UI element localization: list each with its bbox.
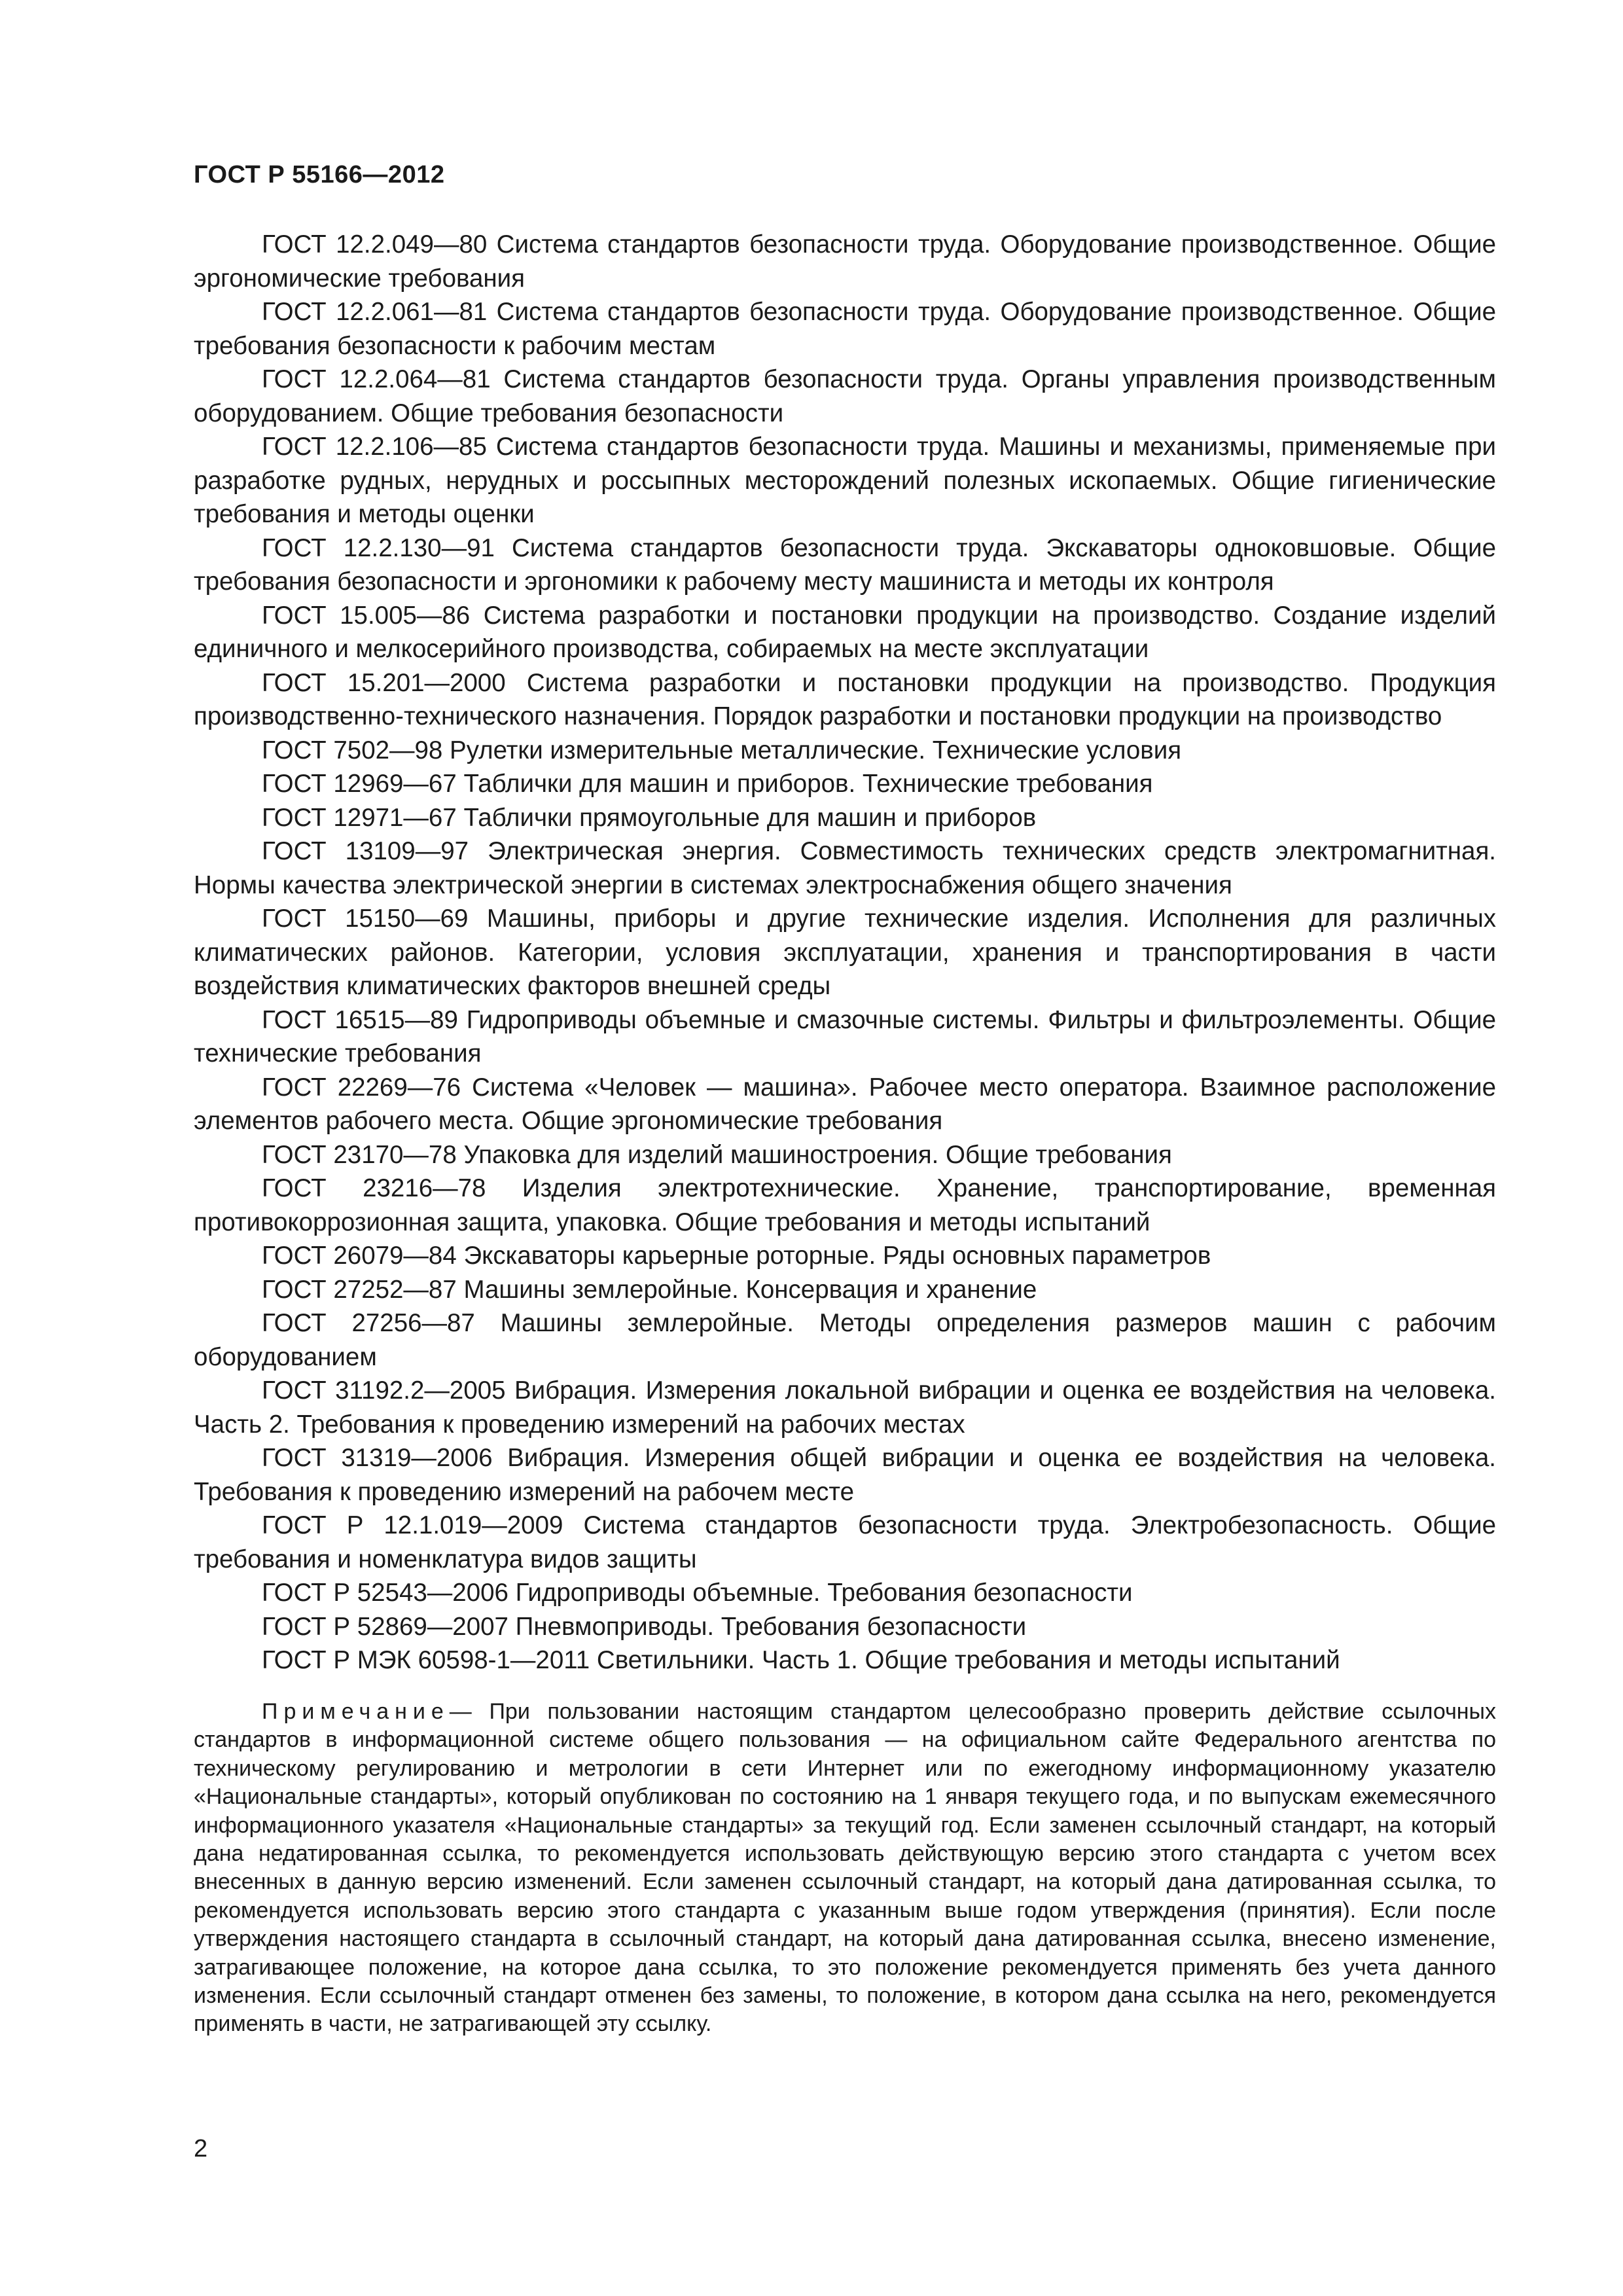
reference-code: ГОСТ 16515—89: [262, 1005, 458, 1034]
reference-code: ГОСТ 15.201—2000: [262, 668, 506, 697]
reference-title: Система «Человек — машина». Рабочее место оператора. Взаимное расположение элементов рабочего места. Общие эргономические требования: [194, 1073, 1496, 1135]
reference-code: ГОСТ 12.2.106—85: [262, 433, 487, 461]
reference-item: [194, 1003, 1496, 1071]
reference-code: ГОСТ 23170—78: [262, 1140, 457, 1169]
reference-item: [194, 734, 1496, 768]
reference-title: Система стандартов безопасности труда. Машины и механизмы, применяемые при разработке рудных, нерудных и россыпных месторождений полезных ископаемых. Общие гигиенические требования и методы оценки: [194, 433, 1497, 528]
reference-code: ГОСТ 12971—67: [262, 803, 457, 832]
reference-title: Светильники. Часть 1. Общие требования и методы испытаний: [596, 1646, 1340, 1674]
reference-code: ГОСТ Р 12.1.019—2009: [262, 1511, 563, 1539]
reference-item: [194, 228, 1496, 295]
reference-code: ГОСТ 13109—97: [262, 837, 469, 865]
reference-code: ГОСТ 27256—87: [262, 1309, 475, 1337]
reference-item: [194, 1441, 1496, 1509]
reference-item: [194, 1273, 1496, 1307]
reference-code: ГОСТ 12.2.061—81: [262, 298, 488, 326]
reference-title: Машины землеройные. Методы определения размеров машин с рабочим оборудованием: [194, 1309, 1496, 1371]
reference-code: ГОСТ 15.005—86: [262, 601, 471, 630]
page-number: 2: [194, 2135, 208, 2162]
reference-item: [194, 1643, 1496, 1677]
reference-title: Упаковка для изделий машиностроения. Общие требования: [463, 1140, 1172, 1169]
reference-title: Таблички прямоугольные для машин и приборов: [463, 803, 1037, 832]
normative-references-list: [194, 228, 1496, 1677]
reference-title: Гидроприводы объемные. Требования безопасности: [515, 1579, 1133, 1607]
reference-item: [194, 363, 1496, 430]
reference-code: ГОСТ 31319—2006: [262, 1444, 493, 1472]
reference-code: ГОСТ 23216—78: [262, 1174, 486, 1202]
reference-title: Вибрация. Измерения локальной вибрации и оценка ее воздействия на человека. Часть 2. Требования к проведению измерений на рабочих местах: [194, 1376, 1496, 1439]
reference-item: [194, 430, 1496, 531]
reference-item: [194, 767, 1496, 801]
reference-code: ГОСТ 31192.2—2005: [262, 1376, 506, 1405]
reference-title: Система стандартов безопасности труда. Оборудование производственное. Общие эргономические требования: [194, 230, 1496, 293]
reference-item: [194, 531, 1496, 599]
reference-title: Электрическая энергия. Совместимость технических средств электромагнитная. Нормы качества электрической энергии в системах электроснабжения общего значения: [194, 837, 1497, 899]
note-paragraph: [194, 1698, 1496, 2039]
reference-title: Рулетки измерительные металлические. Технические условия: [450, 736, 1182, 764]
reference-code: ГОСТ 15150—69: [262, 905, 469, 933]
reference-title: Машины землеройные. Консервация и хранение: [463, 1275, 1037, 1304]
reference-title: Машины, приборы и другие технические изделия. Исполнения для различных климатических районов. Категории, условия эксплуатации, хранения и транспортирования в части воздействия климатических факторов внешней среды: [194, 905, 1496, 1000]
reference-item: [194, 834, 1496, 902]
reference-title: Экскаваторы карьерные роторные. Ряды основных параметров: [463, 1242, 1211, 1270]
reference-item: [194, 599, 1496, 666]
reference-item: [194, 1374, 1496, 1441]
reference-title: Система стандартов безопасности труда. Оборудование производственное. Общие требования безопасности к рабочим местам: [194, 298, 1496, 360]
reference-title: Вибрация. Измерения общей вибрации и оценка ее воздействия на человека. Требования к проведению измерений на рабочем месте: [194, 1444, 1496, 1506]
document-header: ГОСТ Р 55166—2012: [194, 161, 445, 188]
reference-item: [194, 1509, 1496, 1576]
reference-code: ГОСТ 12.2.049—80: [262, 230, 488, 259]
reference-item: [194, 902, 1496, 1003]
reference-code: ГОСТ 12.2.130—91: [262, 533, 495, 562]
reference-title: Система стандартов безопасности труда. Экскаваторы одноковшовые. Общие требования безопасности и эргономики к рабочему месту машиниста и методы их контроля: [194, 533, 1496, 596]
reference-item: [194, 1071, 1496, 1138]
reference-code: ГОСТ 12969—67: [262, 770, 457, 798]
reference-title: Гидроприводы объемные и смазочные системы. Фильтры и фильтроэлементы. Общие технические требования: [194, 1005, 1496, 1067]
reference-code: ГОСТ Р МЭК 60598-1—2011: [262, 1646, 590, 1674]
reference-title: Таблички для машин и приборов. Технические требования: [463, 770, 1153, 798]
reference-title: Система стандартов безопасности труда. Электробезопасность. Общие требования и номенклатура видов защиты: [194, 1511, 1496, 1573]
reference-item: [194, 1610, 1496, 1644]
reference-code: ГОСТ 26079—84: [262, 1242, 457, 1270]
reference-code: ГОСТ 12.2.064—81: [262, 365, 491, 393]
reference-item: [194, 801, 1496, 835]
reference-item: [194, 1138, 1496, 1172]
reference-code: ГОСТ Р 52543—2006: [262, 1579, 508, 1607]
note-label: Примечание: [262, 1699, 450, 1724]
reference-item: [194, 1172, 1496, 1239]
reference-title: Система разработки и постановки продукции на производство. Создание изделий единичного и мелкосерийного производства, собираемых на месте эксплуатации: [194, 601, 1497, 663]
reference-title: Изделия электротехнические. Хранение, транспортирование, временная противокоррозионная защита, упаковка. Общие требования и методы испытаний: [194, 1174, 1496, 1236]
reference-item: [194, 1576, 1496, 1610]
reference-item: [194, 1239, 1496, 1273]
reference-code: ГОСТ 7502—98: [262, 736, 443, 764]
reference-title: Система стандартов безопасности труда. Органы управления производственным оборудованием. Общие требования безопасности: [194, 365, 1497, 427]
note-text: — При пользовании настоящим стандартом целесообразно проверить действие ссылочных стандартов в информационной системе общего пользования — на официальном сайте Федерального агентства по техническому регулированию и метрологии в сети Интернет или по ежегодному информационному указателю «Национальные стандарты», который опубликован по состоянию на 1 января текущего года, и по выпускам ежемесячного информационного указателя «Национальные стандарты» за текущий год. Если заменен ссылочный стандарт, на который дана недатированная ссылка, то рекомендуется использовать действующую версию этого стандарта с учетом всех внесенных в данную версию изменений. Если заменен ссылочный стандарт, на который дана датированная ссылка, то рекомендуется использовать версию этого стандарта с указанным выше годом утверждения (принятия). Если после утверждения настоящего стандарта в ссылочный стандарт, на который дана датированная ссылка, внесено изменение, затрагивающее положение, на которое дана ссылка, то это положение рекомендуется применять без учета данного изменения. Если ссылочный стандарт отменен без замены, то положение, в котором дана ссылка на него, рекомендуется применять в части, не затрагивающей эту ссылку.: [194, 1699, 1496, 2037]
reference-item: [194, 295, 1496, 363]
reference-item: [194, 666, 1496, 734]
reference-title: Пневмоприводы. Требования безопасности: [515, 1612, 1027, 1641]
reference-item: [194, 1306, 1496, 1374]
reference-title: Система разработки и постановки продукции на производство. Продукция производственно-технического назначения. Порядок разработки и постановки продукции на производство: [194, 668, 1496, 730]
reference-code: ГОСТ Р 52869—2007: [262, 1612, 508, 1641]
reference-code: ГОСТ 27252—87: [262, 1275, 457, 1304]
reference-code: ГОСТ 22269—76: [262, 1073, 461, 1102]
